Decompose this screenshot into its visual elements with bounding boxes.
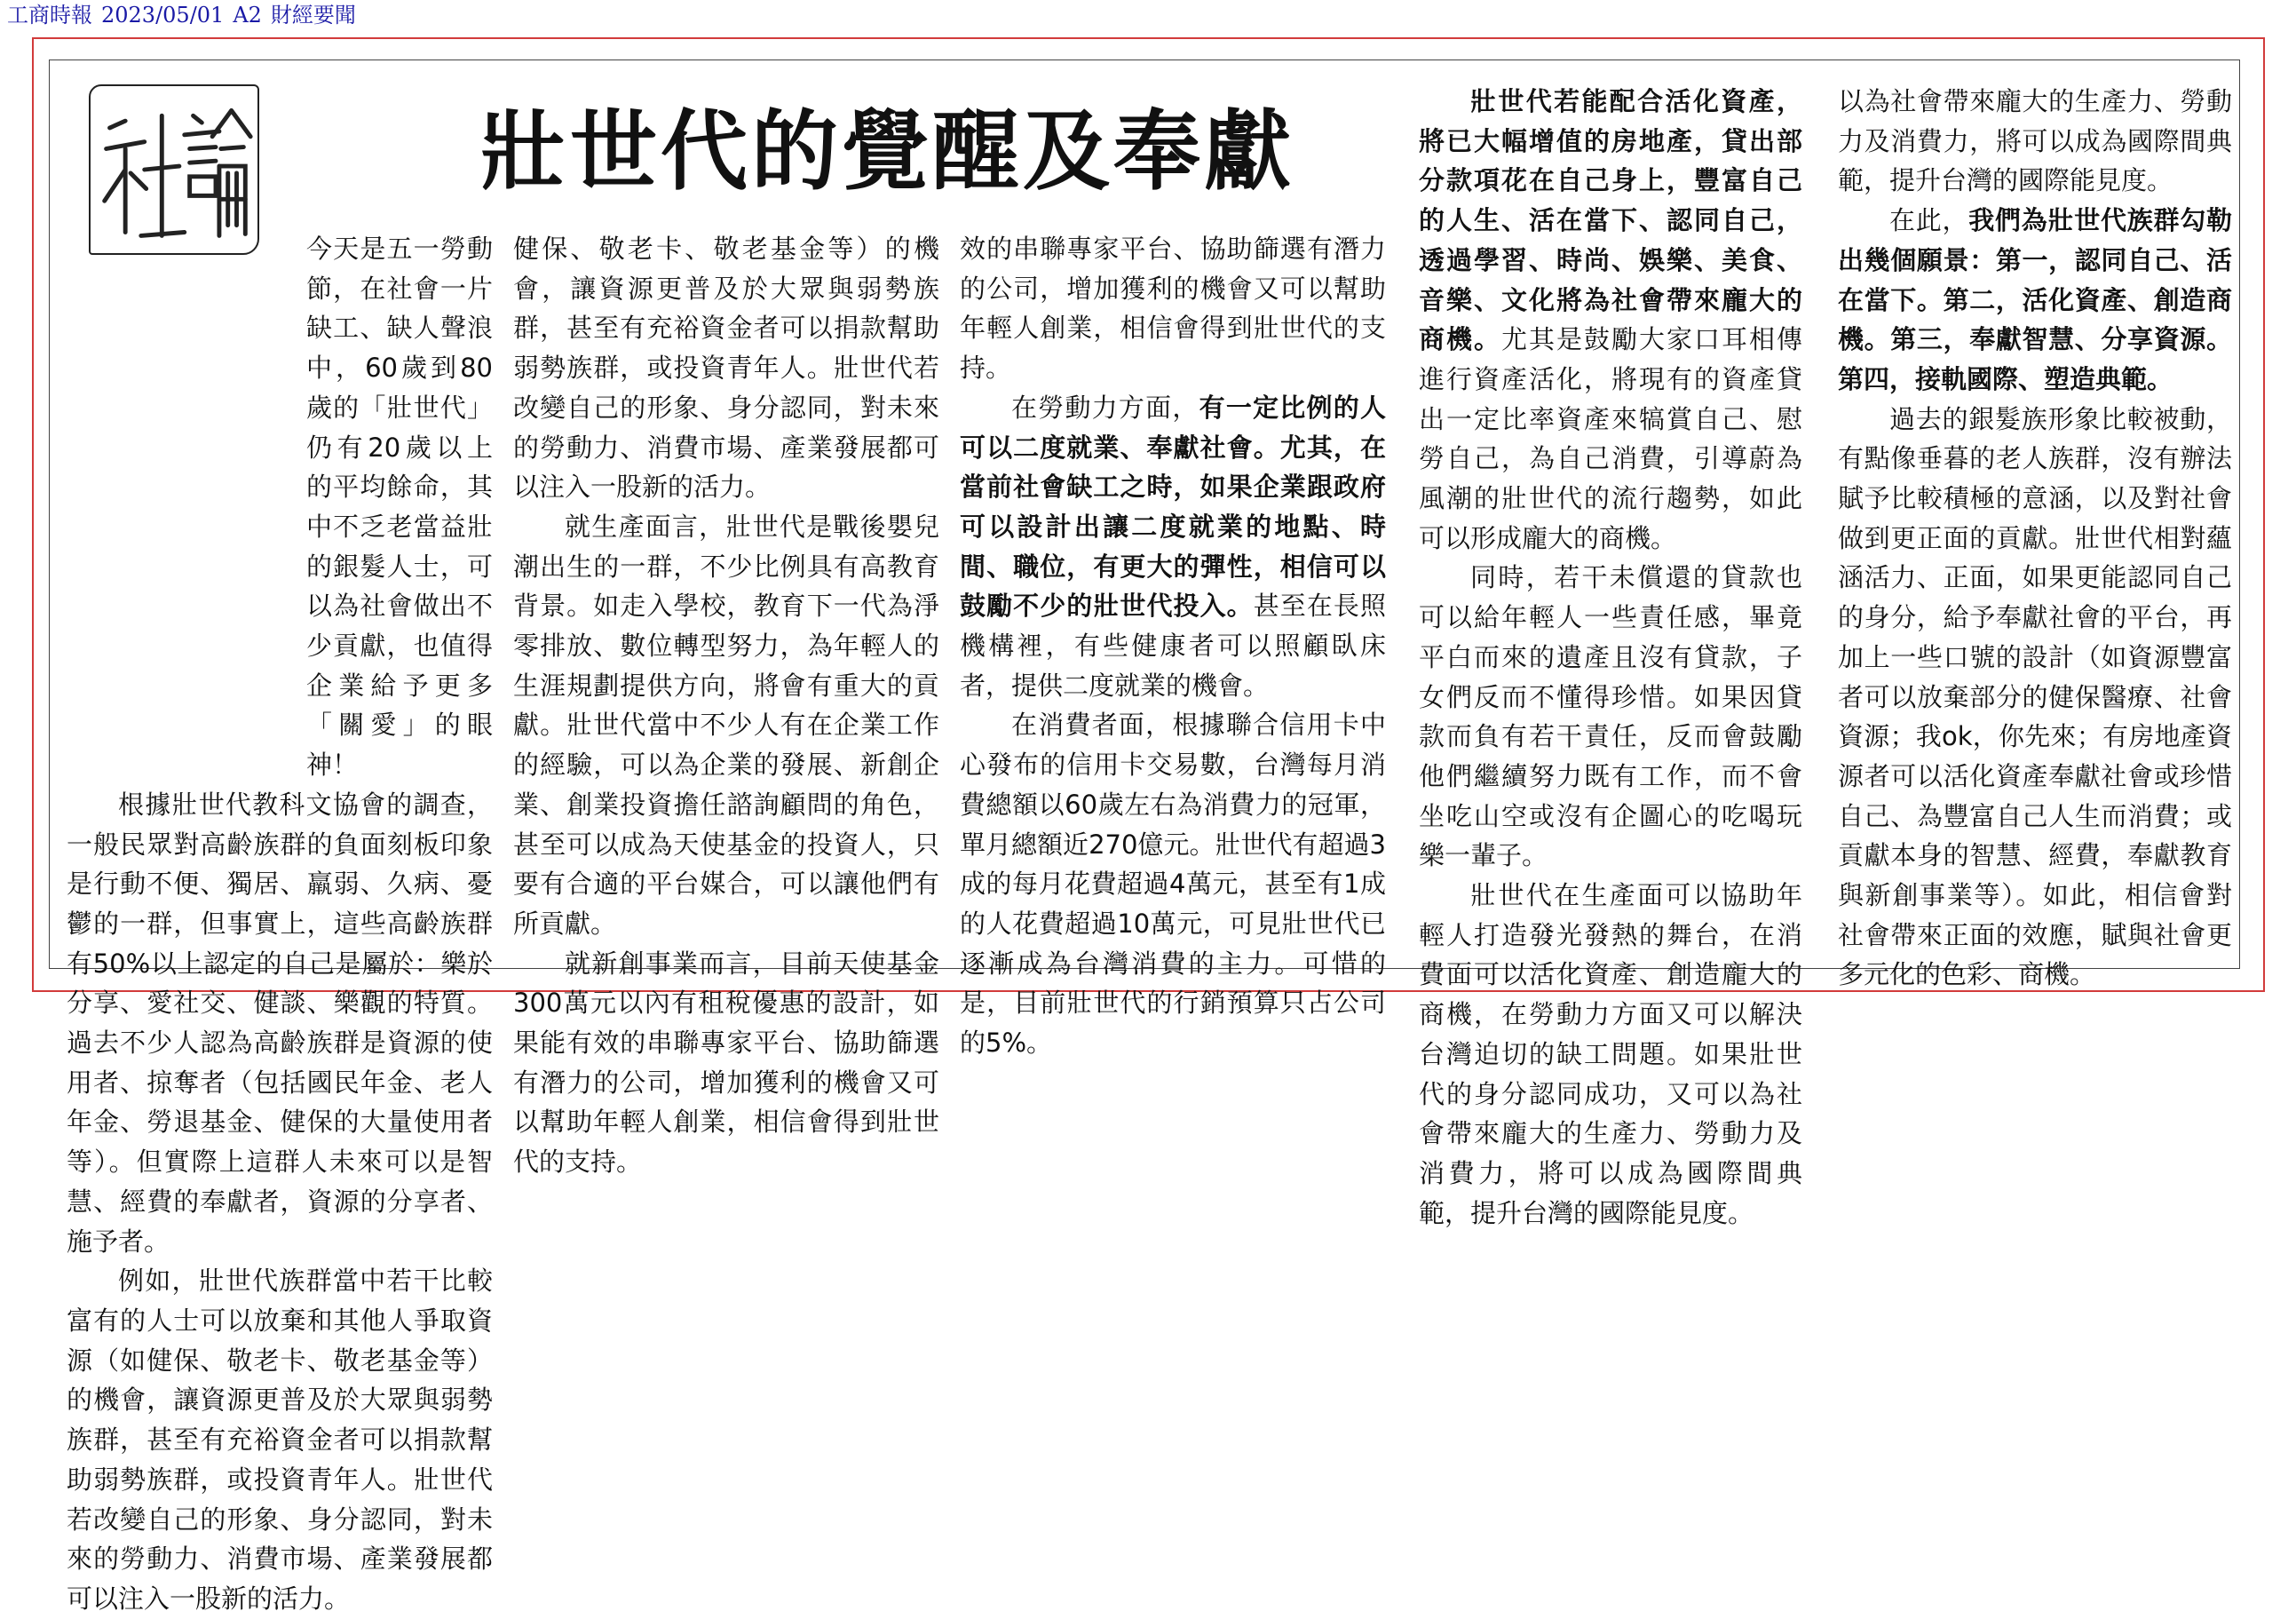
paragraph: 在消費者面，根據聯合信用卡中心發布的信用卡交易數，台灣每月消費總額以60歲左右為消費力的冠軍，單月總額近270億元。壯世代有超過3成的每月花費超過4萬元，甚至有1成的人花費超過10萬元，可見壯世代已逐漸成為台灣消費的主力。可惜的是，目前壯世代的行銷預算只占公司的5%。 bbox=[960, 710, 1386, 1059]
article-column-5 bbox=[1838, 82, 2232, 990]
newspaper-name: 工商時報 bbox=[7, 3, 92, 28]
paragraph: 就新創事業而言，目前天使基金300萬元以內有租稅優惠的設計，如果能有效的串聯專家平台、協助篩選有潛力的公司，增加獲利的機會又可以幫助年輕人創業，相信會得到壯世代的支持。 bbox=[513, 948, 939, 1178]
article-column-3 bbox=[960, 229, 1386, 1059]
paragraph: 例如，壯世代族群當中若干比較富有的人士可以放棄和其他人爭取資源（如健保、敬老卡、敬老基金等）的機會，讓資源更普及於大眾與弱勢族群，甚至有充裕資金者可以捐款幫助弱勢族群，或投資青年人。壯世代若改變自己的形象、身分認同，對未來的勞動力、消費市場、產業發展都可以注入一股新的活力。 bbox=[67, 1266, 493, 1614]
paragraph: 根據壯世代教科文協會的調查，一般民眾對高齡族群的負面刻板印象是行動不便、獨居、羸弱、久病、憂鬱的一群，但事實上，這些高齡族群有50%以上認定的自己是屬於：樂於分享、愛社交、健談、樂觀的特質。過去不少人認為高齡族群是資源的使用者、掠奪者（包括國民年金、老人年金、勞退基金、健保的大量使用者等）。但實際上這群人未來可以是智慧、經費的奉獻者，資源的分享者、施予者。 bbox=[67, 789, 493, 1257]
paragraph: 今天是五一勞動節，在社會一片缺工、缺人聲浪中，60歲到80歲的「壯世代」仍有20歲以上的平均餘命，其中不乏老當益壯的銀髮人士，可以為社會做出不少貢獻，也值得企業給予更多「關愛」的眼神！ bbox=[306, 234, 493, 781]
paragraph: 就生產面言，壯世代是戰後嬰兒潮出生的一群，不少比例具有高教育背景。如走入學校，教育下一代為淨零排放、數位轉型努力，為年輕人的生涯規劃提供方向，將會有重大的貢獻。壯世代當中不少人有在企業工作的經驗，可以為企業的發展、新創企業、創業投資擔任諮詢顧問的角色，甚至可以成為天使基金的投資人，只要有合適的平台媒合，可以讓他們有所貢獻。 bbox=[513, 511, 939, 939]
paragraph-continued: 以為社會帶來龐大的生產力、勞動力及消費力，將可以成為國際間典範，提升台灣的國際能見度。 bbox=[1838, 86, 2232, 196]
paragraph: 壯世代在生產面可以協助年輕人打造發光發熱的舞台，在消費面可以活化資產、創造龐大的商機，在勞動力方面又可以解決台灣迫切的缺工問題。如果壯世代的身分認同成功，又可以為社會帶來龐大的生產力、勞動力及消費力，將可以成為國際間典範，提升台灣的國際能見度。 bbox=[1419, 880, 1802, 1228]
paragraph: 過去的銀髮族形象比較被動，有點像垂暮的老人族群，沒有辦法賦予比較積極的意涵，以及對社會做到更正面的貢獻。壯世代相對蘊涵活力、正面，如果更能認同自己的身分，給予奉獻社會的平台，再加上一些口號的設計（如資源豐富者可以放棄部分的健保醫療、社會資源；我ok，你先來；有房地產資源者可以活化資產奉獻社會或珍惜自己、為豐富自己人生而消費；或貢獻本身的智慧、經費，奉獻教育與新創事業等）。如此，相信會對社會帶來正面的效應，賦與社會更多元化的色彩、商機。 bbox=[1838, 403, 2232, 990]
paragraph-text: 甚至在長照機構裡，有些健康者可以照顧臥床者，提供二度就業的機會。 bbox=[960, 591, 1386, 701]
page-number: A2 bbox=[233, 3, 262, 28]
paragraph-continued: 健保、敬老卡、敬老基金等）的機會，讓資源更普及於大眾與弱勢族群，甚至有充裕資金者可以捐款幫助弱勢族群，或投資青年人。壯世代若改變自己的形象、身分認同，對未來的勞動力、消費市場、產業發展都可以注入一股新的活力。 bbox=[513, 234, 939, 503]
article-title: 壯世代的覺醒及奉獻 bbox=[479, 101, 1295, 202]
paragraph-lead: 在勞動力方面， bbox=[1011, 392, 1199, 423]
paragraph-text: 尤其是鼓勵大家口耳相傳進行資產活化，將現有的資產貸出一定比率資產來犒賞自己、慰勞自己，為自己消費，引導蔚為風潮的壯世代的流行趨勢，如此可以形成龐大的商機。 bbox=[1419, 324, 1802, 553]
paragraph bbox=[1838, 201, 2232, 400]
bold-highlight: 壯世代若能配合活化資產，將已大幅增值的房地產，貸出部分款項花在自己身上，豐富自己的人生、活在當下、認同自己，透過學習、時尚、娛樂、美食、音樂、文化將為社會帶來龐大的商機。 bbox=[1419, 86, 1802, 355]
bold-highlight: 我們為壯世代族群勾勒出幾個願景：第一，認同自己、活在當下。第二，活化資產、創造商機。第三，奉獻智慧、分享資源。第四，接軌國際、塑造典範。 bbox=[1838, 205, 2232, 394]
paragraph-continued: 效的串聯專家平台、協助篩選有潛力的公司，增加獲利的機會又可以幫助年輕人創業，相信會得到壯世代的支持。 bbox=[960, 234, 1386, 384]
article-column-2 bbox=[513, 229, 939, 1178]
paragraph bbox=[960, 388, 1386, 706]
section-name: 財經要聞 bbox=[270, 3, 356, 28]
paragraph bbox=[1419, 82, 1802, 558]
newspaper-header bbox=[7, 2, 365, 28]
article-column-4 bbox=[1419, 82, 1802, 1228]
paragraph-lead: 在此， bbox=[1889, 205, 1969, 236]
paragraph: 同時，若干未償還的貸款也可以給年輕人一些責任感，畢竟平白而來的遺產且沒有貸款，子女們反而不懂得珍惜。如果因貸款而負有若干責任，反而會鼓勵他們繼續努力既有工作，而不會坐吃山空或沒有企圖心的吃喝玩樂一輩子。 bbox=[1419, 562, 1802, 871]
bold-highlight: 有一定比例的人可以二度就業、奉獻社會。尤其，在當前社會缺工之時，如果企業跟政府可以設計出讓二度就業的地點、時間、職位，有更大的彈性，相信可以鼓勵不少的壯世代投入。 bbox=[960, 392, 1386, 622]
article-column-1 bbox=[67, 229, 493, 1614]
issue-date: 2023/05/01 bbox=[101, 3, 225, 28]
